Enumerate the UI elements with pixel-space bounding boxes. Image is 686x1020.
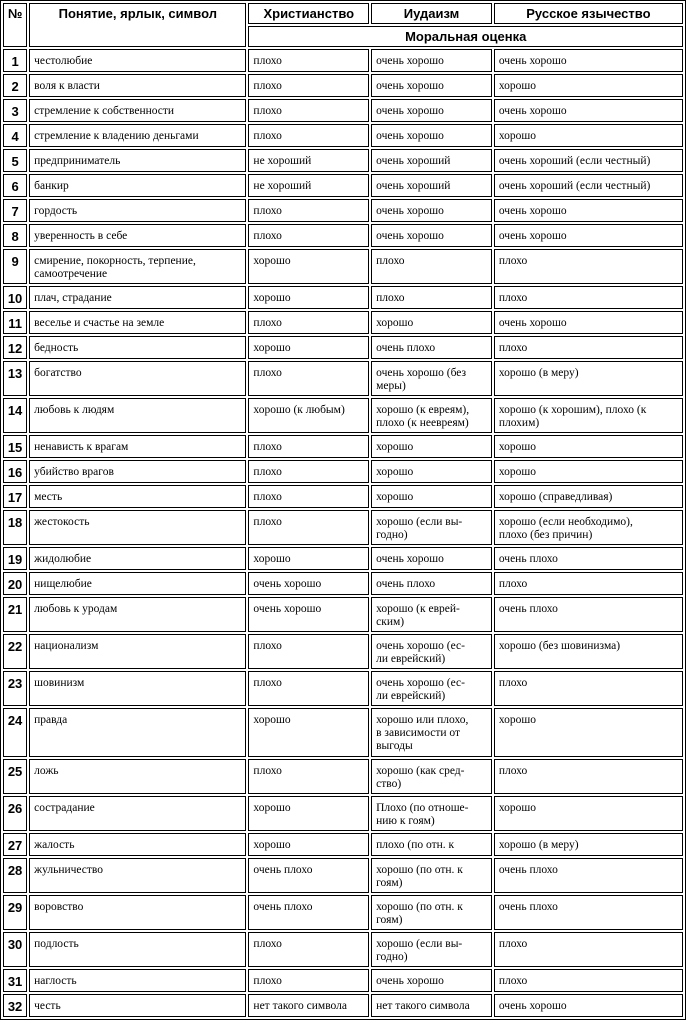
row-number: 16 [3, 460, 27, 483]
judaism-cell: очень хорошо [371, 969, 492, 992]
judaism-cell: очень плохо [371, 572, 492, 595]
table-row [3, 149, 683, 172]
table-row [3, 124, 683, 147]
judaism-cell: плохо [371, 286, 492, 309]
paganism-cell: плохо [494, 932, 683, 967]
row-number: 8 [3, 224, 27, 247]
christianity-cell: очень хорошо [248, 597, 369, 632]
row-number: 25 [3, 759, 27, 794]
row-number: 1 [3, 49, 27, 72]
concept-cell: жалость [29, 833, 246, 856]
row-number: 23 [3, 671, 27, 706]
concept-cell: месть [29, 485, 246, 508]
row-number: 10 [3, 286, 27, 309]
paganism-cell: хорошо [494, 74, 683, 97]
table-row [3, 311, 683, 334]
row-number: 6 [3, 174, 27, 197]
row-number: 26 [3, 796, 27, 831]
table-row [3, 572, 683, 595]
table-row [3, 485, 683, 508]
row-number: 5 [3, 149, 27, 172]
christianity-cell: очень хорошо [248, 572, 369, 595]
judaism-cell: хорошо [371, 460, 492, 483]
row-number: 32 [3, 994, 27, 1017]
christianity-cell: плохо [248, 671, 369, 706]
christianity-cell: хорошо [248, 796, 369, 831]
judaism-cell: очень хорошо [371, 74, 492, 97]
christianity-cell: хорошо [248, 336, 369, 359]
concept-cell: национализм [29, 634, 246, 669]
christianity-cell: плохо [248, 485, 369, 508]
table-row [3, 199, 683, 222]
paganism-cell: хорошо (если необходимо), плохо (без причин) [494, 510, 683, 545]
paganism-cell: плохо [494, 336, 683, 359]
judaism-cell: очень хороший [371, 149, 492, 172]
table-body [3, 49, 683, 1017]
row-number: 18 [3, 510, 27, 545]
concept-cell: стремление к владению деньгами [29, 124, 246, 147]
christianity-cell: плохо [248, 99, 369, 122]
paganism-cell: хорошо (в меру) [494, 833, 683, 856]
table-row [3, 74, 683, 97]
judaism-cell: плохо (по отн. к [371, 833, 492, 856]
judaism-cell: хорошо [371, 485, 492, 508]
table-row [3, 796, 683, 831]
paganism-cell: плохо [494, 286, 683, 309]
paganism-cell: хорошо [494, 124, 683, 147]
table-row [3, 286, 683, 309]
table-row [3, 634, 683, 669]
paganism-cell: хорошо [494, 796, 683, 831]
judaism-cell: хорошо (по отн. к гоям) [371, 858, 492, 893]
concept-cell: воровство [29, 895, 246, 930]
concept-cell: наглость [29, 969, 246, 992]
row-number: 7 [3, 199, 27, 222]
concept-cell: ложь [29, 759, 246, 794]
christianity-cell: плохо [248, 460, 369, 483]
paganism-cell: плохо [494, 969, 683, 992]
paganism-cell: очень хорошо [494, 224, 683, 247]
header-number: № [3, 3, 27, 47]
judaism-cell: хорошо (по отн. к гоям) [371, 895, 492, 930]
christianity-cell: плохо [248, 361, 369, 396]
table-row [3, 932, 683, 967]
christianity-cell: хорошо [248, 708, 369, 757]
table-row [3, 49, 683, 72]
christianity-cell: нет такого символа [248, 994, 369, 1017]
judaism-cell: хорошо [371, 435, 492, 458]
christianity-cell: плохо [248, 759, 369, 794]
concept-cell: правда [29, 708, 246, 757]
concept-cell: подлость [29, 932, 246, 967]
paganism-cell: хорошо [494, 708, 683, 757]
christianity-cell: плохо [248, 49, 369, 72]
christianity-cell: не хороший [248, 174, 369, 197]
header-judaism: Иудаизм [371, 3, 492, 24]
judaism-cell: хорошо или плохо, в зависимости от выгоды [371, 708, 492, 757]
concept-cell: нищелюбие [29, 572, 246, 595]
paganism-cell: очень плохо [494, 895, 683, 930]
christianity-cell: плохо [248, 932, 369, 967]
christianity-cell: очень плохо [248, 858, 369, 893]
christianity-cell: плохо [248, 124, 369, 147]
paganism-cell: хорошо [494, 435, 683, 458]
christianity-cell: хорошо [248, 286, 369, 309]
header-russian-paganism: Русское язычество [494, 3, 683, 24]
christianity-cell: плохо [248, 311, 369, 334]
concept-cell: веселье и счастье на земле [29, 311, 246, 334]
christianity-cell: плохо [248, 199, 369, 222]
table-row [3, 671, 683, 706]
judaism-cell: хорошо (к еврей- ским) [371, 597, 492, 632]
judaism-cell: очень хорошо [371, 199, 492, 222]
judaism-cell: хорошо (если вы- годно) [371, 510, 492, 545]
table-row [3, 460, 683, 483]
table-row [3, 858, 683, 893]
christianity-cell: плохо [248, 634, 369, 669]
table-row [3, 361, 683, 396]
row-number: 2 [3, 74, 27, 97]
table-row [3, 510, 683, 545]
paganism-cell: плохо [494, 249, 683, 284]
row-number: 22 [3, 634, 27, 669]
judaism-cell: нет такого символа [371, 994, 492, 1017]
paganism-cell: плохо [494, 759, 683, 794]
table-row [3, 336, 683, 359]
concept-cell: стремление к собственности [29, 99, 246, 122]
concept-cell: гордость [29, 199, 246, 222]
row-number: 12 [3, 336, 27, 359]
judaism-cell: хорошо (как сред- ство) [371, 759, 492, 794]
concept-cell: сострадание [29, 796, 246, 831]
paganism-cell: очень плохо [494, 597, 683, 632]
christianity-cell: плохо [248, 74, 369, 97]
row-number: 13 [3, 361, 27, 396]
table-row [3, 597, 683, 632]
concept-cell: жидолюбие [29, 547, 246, 570]
paganism-cell: очень плохо [494, 547, 683, 570]
paganism-cell: плохо [494, 572, 683, 595]
row-number: 15 [3, 435, 27, 458]
concept-cell: ненависть к врагам [29, 435, 246, 458]
christianity-cell: плохо [248, 510, 369, 545]
row-number: 11 [3, 311, 27, 334]
table-row [3, 435, 683, 458]
row-number: 3 [3, 99, 27, 122]
header-concept: Понятие, ярлык, символ [29, 3, 246, 47]
judaism-cell: очень хорошо [371, 99, 492, 122]
christianity-cell: хорошо [248, 833, 369, 856]
concept-cell: богатство [29, 361, 246, 396]
row-number: 31 [3, 969, 27, 992]
concept-cell: бедность [29, 336, 246, 359]
christianity-cell: хорошо [248, 547, 369, 570]
table-row [3, 895, 683, 930]
concept-cell: шовинизм [29, 671, 246, 706]
judaism-cell: очень хорошо [371, 49, 492, 72]
concept-cell: любовь к уродам [29, 597, 246, 632]
judaism-cell: очень хорошо (ес- ли еврейский) [371, 671, 492, 706]
paganism-cell: очень хороший (если честный) [494, 149, 683, 172]
table-row [3, 99, 683, 122]
paganism-cell: очень хороший (если честный) [494, 174, 683, 197]
row-number: 14 [3, 398, 27, 433]
concept-cell: жестокость [29, 510, 246, 545]
paganism-cell: хорошо (в меру) [494, 361, 683, 396]
row-number: 4 [3, 124, 27, 147]
paganism-cell: очень хорошо [494, 99, 683, 122]
row-number: 17 [3, 485, 27, 508]
row-number: 24 [3, 708, 27, 757]
row-number: 28 [3, 858, 27, 893]
row-number: 19 [3, 547, 27, 570]
paganism-cell: очень хорошо [494, 994, 683, 1017]
row-number: 9 [3, 249, 27, 284]
row-number: 29 [3, 895, 27, 930]
judaism-cell: очень хорошо (без меры) [371, 361, 492, 396]
paganism-cell: плохо [494, 671, 683, 706]
judaism-cell: очень хорошо (ес- ли еврейский) [371, 634, 492, 669]
christianity-cell: хорошо (к любым) [248, 398, 369, 433]
judaism-cell: Плохо (по отноше- нию к гоям) [371, 796, 492, 831]
paganism-cell: хорошо (справедливая) [494, 485, 683, 508]
judaism-cell: очень хорошо [371, 124, 492, 147]
table-row [3, 759, 683, 794]
header-christianity: Христианство [248, 3, 369, 24]
judaism-cell: очень плохо [371, 336, 492, 359]
table-row [3, 174, 683, 197]
christianity-cell: плохо [248, 435, 369, 458]
table-row [3, 398, 683, 433]
concept-cell: жульничество [29, 858, 246, 893]
table-row [3, 224, 683, 247]
paganism-cell: очень хорошо [494, 199, 683, 222]
row-number: 20 [3, 572, 27, 595]
judaism-cell: очень хорошо [371, 224, 492, 247]
table-row [3, 969, 683, 992]
judaism-cell: очень хорошо [371, 547, 492, 570]
concept-cell: предприниматель [29, 149, 246, 172]
row-number: 21 [3, 597, 27, 632]
judaism-cell: хорошо (к евреям), плохо (к неевреям) [371, 398, 492, 433]
concept-cell: воля к власти [29, 74, 246, 97]
table-row [3, 994, 683, 1017]
concept-cell: плач, страдание [29, 286, 246, 309]
judaism-cell: хорошо (если вы- годно) [371, 932, 492, 967]
table-row [3, 708, 683, 757]
paganism-cell: хорошо [494, 460, 683, 483]
paganism-cell: очень хорошо [494, 49, 683, 72]
concept-cell: смирение, покорность, терпение, самоотречение [29, 249, 246, 284]
concept-cell: любовь к людям [29, 398, 246, 433]
row-number: 30 [3, 932, 27, 967]
paganism-cell: очень хорошо [494, 311, 683, 334]
christianity-cell: не хороший [248, 149, 369, 172]
table-row [3, 249, 683, 284]
row-number: 27 [3, 833, 27, 856]
concept-cell: уверенность в себе [29, 224, 246, 247]
paganism-cell: очень плохо [494, 858, 683, 893]
concept-cell: честолюбие [29, 49, 246, 72]
table-row [3, 547, 683, 570]
christianity-cell: плохо [248, 969, 369, 992]
christianity-cell: очень плохо [248, 895, 369, 930]
table-row [3, 833, 683, 856]
concept-cell: банкир [29, 174, 246, 197]
paganism-cell: хорошо (к хорошим), плохо (к плохим) [494, 398, 683, 433]
concept-cell: честь [29, 994, 246, 1017]
paganism-cell: хорошо (без шовинизма) [494, 634, 683, 669]
concept-cell: убийство врагов [29, 460, 246, 483]
christianity-cell: хорошо [248, 249, 369, 284]
judaism-cell: плохо [371, 249, 492, 284]
judaism-cell: хорошо [371, 311, 492, 334]
christianity-cell: плохо [248, 224, 369, 247]
judaism-cell: очень хороший [371, 174, 492, 197]
header-moral-evaluation: Моральная оценка [248, 26, 683, 47]
